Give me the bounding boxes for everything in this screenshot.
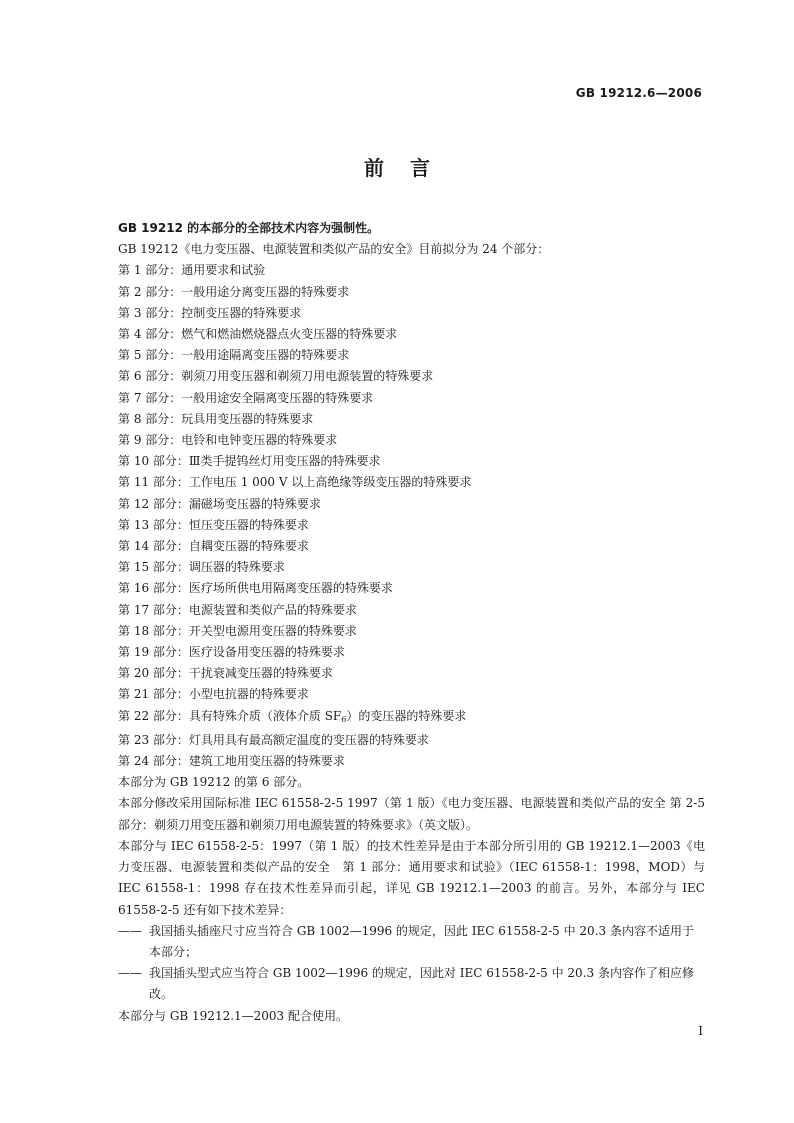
page-title: 前言 (364, 156, 456, 180)
list-item: 第 15 部分：调压器的特殊要求 (118, 560, 285, 575)
list-item: 第 11 部分：工作电压 1 000 V 以上高绝缘等级变压器的特殊要求 (118, 475, 472, 490)
mandatory-statement: GB 19212 的本部分的全部技术内容为强制性。 (118, 221, 380, 235)
list-item: 第 19 部分：医疗设备用变压器的特殊要求 (118, 645, 345, 660)
list-item: 第 8 部分：玩具用变压器的特殊要求 (118, 411, 314, 426)
difference-item-text: 我国插头型式应当符合 GB 1002—1996 的规定，因此对 IEC 61558-2-5 中 20.3 条内容作了相应修改。 (149, 966, 694, 1002)
dash-marker: —— (118, 923, 142, 938)
part22-text-after: ）的变压器的特殊要求 (346, 708, 467, 723)
list-item: 第 24 部分：建筑工地用变压器的特殊要求 (118, 754, 345, 769)
list-item: 第 2 部分：一般用途分离变压器的特殊要求 (118, 284, 350, 299)
part22-subscript: 6 (341, 714, 347, 724)
list-item: 第 5 部分：一般用途隔离变压器的特殊要求 (118, 348, 350, 363)
dash-marker: —— (118, 966, 142, 981)
list-item: 第 6 部分：剃须刀用变压器和剃须刀用电源装置的特殊要求 (118, 369, 434, 384)
part22-text-before: 第 22 部分：具有特殊介质（液体介质 SF (118, 708, 342, 723)
list-item: 第 7 部分：一般用途安全隔离变压器的特殊要求 (118, 390, 374, 405)
list-item: 第 17 部分：电源装置和类似产品的特殊要求 (118, 602, 357, 617)
list-item: 第 12 部分：漏磁场变压器的特殊要求 (118, 496, 321, 511)
page-number: I (698, 1024, 703, 1038)
adoption-paragraph: 本部分修改采用国际标准 IEC 61558-2-5 1997（第 1 版）《电力变压器、电源装置和类似产品的安全 第 2-5 部分：剃须刀用变压器和剃须刀用电源装置的特殊要求》（英文版）。 (118, 796, 705, 832)
list-item: 第 16 部分：医疗场所供电用隔离变压器的特殊要求 (118, 581, 393, 596)
part-statement: 本部分为 GB 19212 的第 6 部分。 (118, 775, 310, 790)
list-item: 第 9 部分：电铃和电钟变压器的特殊要求 (118, 433, 338, 448)
list-item: 第 13 部分：恒压变压器的特殊要求 (118, 517, 309, 532)
difference-item-text: 我国插头插座尺寸应当符合 GB 1002—1996 的规定，因此 IEC 61558-2-5 中 20.3 条内容不适用于本部分； (149, 923, 694, 959)
list-item: 第 23 部分：灯具用具有最高额定温度的变压器的特殊要求 (118, 732, 429, 747)
series-intro: GB 19212《电力变压器、电源装置和类似产品的安全》目前拟分为 24 个部分： (118, 242, 550, 257)
document-body (89, 218, 705, 1027)
list-item: 第 4 部分：燃气和燃油燃烧器点火变压器的特殊要求 (118, 327, 398, 342)
standard-number: GB 19212.6—2006 (575, 86, 702, 100)
difference-paragraph: 本部分与 IEC 61558-2-5：1997（第 1 版）的技术性差异是由于本部分所引用的 GB 19212.1—2003《电力变压器、电源装置和类似产品的安全 第 1 部分：通用要求和试验》（IEC 61558-1：1998，MOD）与 IEC 61558-1：1998 存在技术性差异而引起，详见 GB 19212.1—2003 的前言。另外，本部分与 IEC 61558-2-5 还有如下技术差异： (118, 838, 705, 917)
list-item: 第 18 部分：开关型电源用变压器的特殊要求 (118, 623, 357, 638)
difference-item (89, 963, 705, 1005)
list-item: 第 3 部分：控制变压器的特殊要求 (118, 305, 302, 320)
difference-item (89, 921, 705, 963)
list-item: 第 20 部分：干扰衰减变压器的特殊要求 (118, 666, 333, 681)
parts-list (89, 260, 705, 772)
list-item: 第 14 部分：自耦变压器的特殊要求 (118, 539, 309, 554)
used-with-statement: 本部分与 GB 19212.1—2003 配合使用。 (118, 1008, 349, 1023)
list-item: 第 1 部分：通用要求和试验 (118, 263, 266, 278)
list-item-part-22 (89, 706, 705, 730)
list-item: 第 10 部分：Ⅲ类手提钨丝灯用变压器的特殊要求 (118, 454, 381, 469)
list-item: 第 21 部分：小型电抗器的特殊要求 (118, 687, 309, 702)
